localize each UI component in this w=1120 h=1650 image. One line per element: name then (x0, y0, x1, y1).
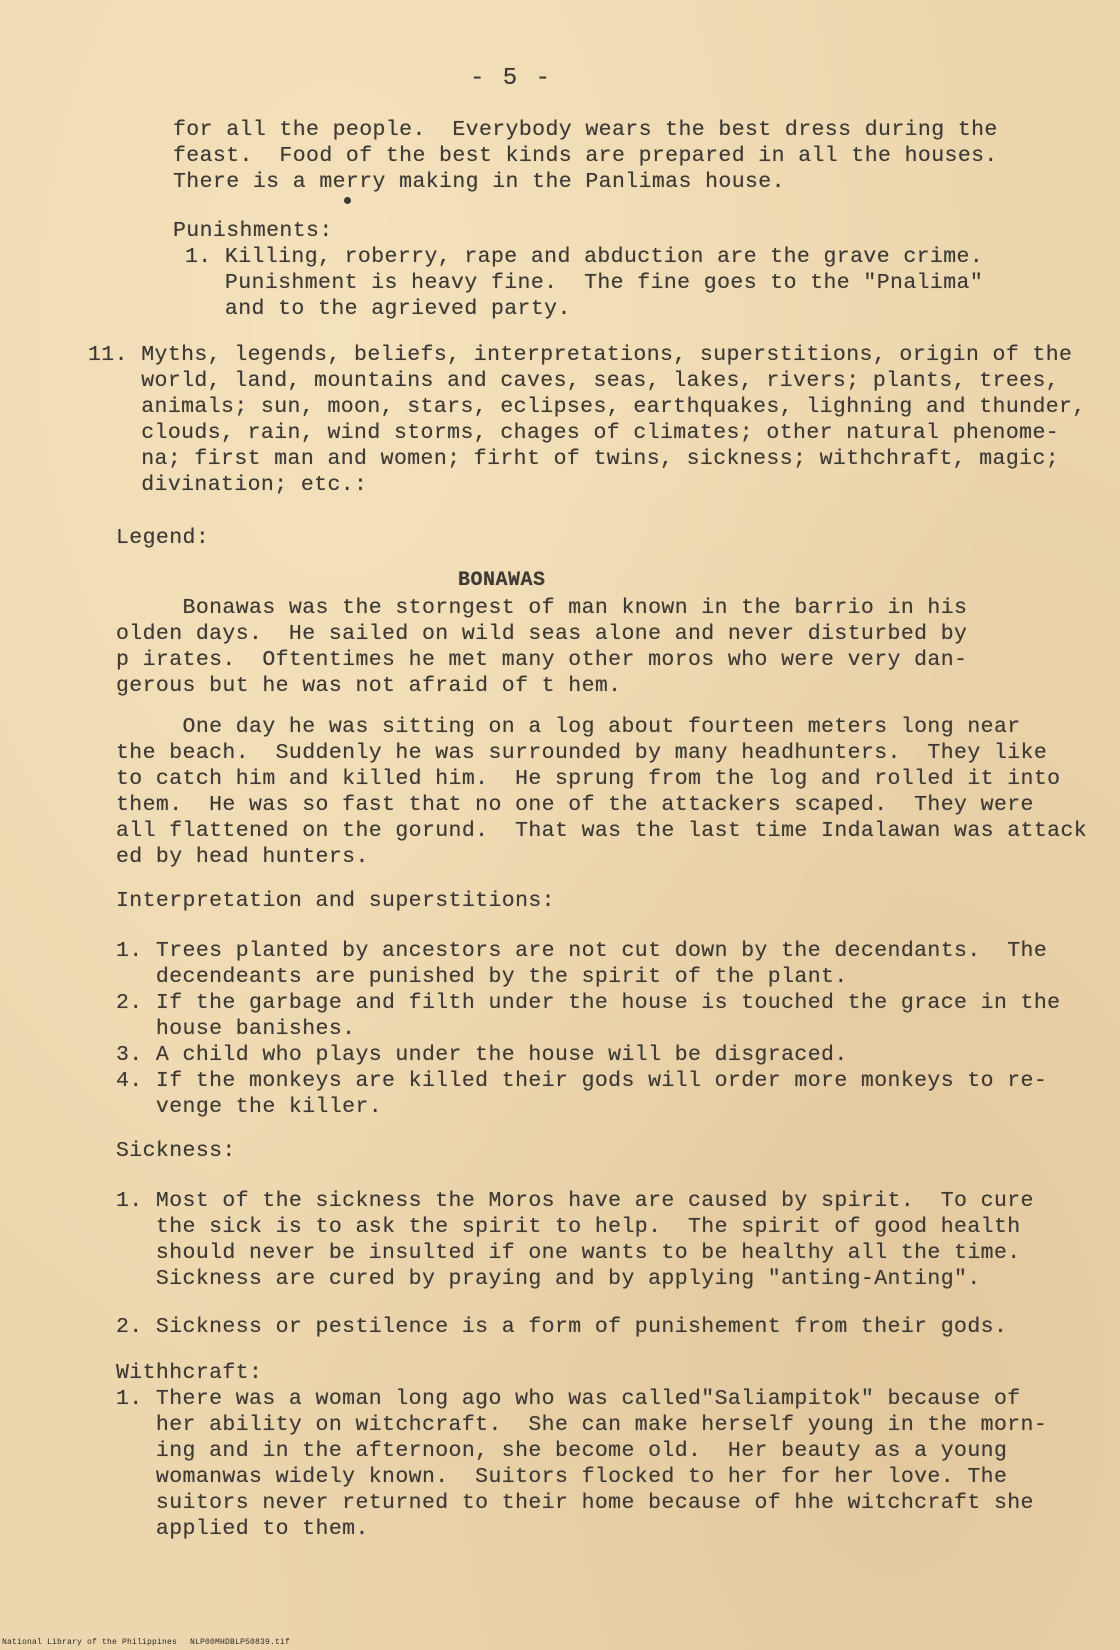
sickness-1-line-1: 1. Most of the sickness the Moros have are caused by spirit. To cure (116, 1189, 1034, 1213)
legend-p2-line-6: ed by head hunters. (116, 845, 369, 869)
punishments-heading: Punishments: (173, 219, 333, 243)
section-11-line-4: clouds, rain, wind storms, chages of climates; other natural phenome- (88, 421, 1060, 445)
witchcraft-line-3: ing and in the afternoon, she become old. Her beauty as a young (116, 1439, 1008, 1463)
sickness-1-line-2: the sick is to ask the spirit to help. The spirit of good health (116, 1215, 1021, 1239)
legend-p2-line-4: them. He was so fast that no one of the attackers scaped. They were (116, 793, 1034, 817)
legend-p2-line-3: to catch him and killed him. He sprung from the log and rolled it into (116, 767, 1061, 791)
punishments-line-3: and to the agrieved party. (185, 297, 571, 321)
footer-file: NLP00MHDBLP50839.tif (190, 1638, 291, 1647)
page-number: - 5 - (470, 65, 553, 92)
sickness-1-line-4: Sickness are cured by praying and by applying "anting-Anting". (116, 1267, 981, 1291)
legend-p2-line-2: the beach. Suddenly he was surrounded by many headhunters. They like (116, 741, 1048, 765)
interpretation-line-4: house banishes. (116, 1017, 356, 1041)
interpretation-line-5: 3. A child who plays under the house will be disgraced. (116, 1043, 848, 1067)
section-11-line-3: animals; sun, moon, stars, eclipses, earthquakes, lighning and thunder, (88, 395, 1086, 419)
legend-p2-line-1: One day he was sitting on a log about fourteen meters long near (116, 715, 1021, 739)
witchcraft-line-6: applied to them. (116, 1517, 369, 1541)
feast-line-3: There is a merry making in the Panlimas house. (173, 170, 785, 194)
punishments-line-2: Punishment is heavy fine. The fine goes to the "Pnalima" (185, 271, 984, 295)
legend-p1-line-1: Bonawas was the storngest of man known in the barrio in his (116, 596, 968, 620)
sickness-heading: Sickness: (116, 1139, 236, 1163)
witchcraft-heading: Withhcraft: (116, 1361, 263, 1385)
legend-p1-line-4: gerous but he was not afraid of t hem. (116, 674, 622, 698)
punishments-line-1: 1. Killing, roberry, rape and abduction are the grave crime. (185, 245, 984, 269)
legend-title: BONAWAS (458, 569, 546, 592)
interpretation-line-1: 1. Trees planted by ancestors are not cut down by the decendants. The (116, 939, 1048, 963)
witchcraft-line-1: 1. There was a woman long ago who was called"Saliampitok" because of (116, 1387, 1021, 1411)
section-11-line-5: na; first man and women; firht of twins, sickness; withchraft, magic; (88, 447, 1060, 471)
ink-spot (344, 197, 351, 204)
section-11-line-1: 11. Myths, legends, beliefs, interpretations, superstitions, origin of the (88, 343, 1073, 367)
section-11-line-6: divination; etc.: (88, 473, 368, 497)
footer-source: National Library of the Philippines (2, 1638, 178, 1647)
interpretation-line-2: decendeants are punished by the spirit of the plant. (116, 965, 848, 989)
interpretation-line-6: 4. If the monkeys are killed their gods will order more monkeys to re- (116, 1069, 1048, 1093)
interpretation-heading: Interpretation and superstitions: (116, 889, 555, 913)
legend-heading: Legend: (116, 526, 210, 550)
sickness-2: 2. Sickness or pestilence is a form of punishement from their gods. (116, 1315, 1008, 1339)
witchcraft-line-5: suitors never returned to their home because of hhe witchcraft she (116, 1491, 1034, 1515)
feast-line-2: feast. Food of the best kinds are prepared in all the houses. (173, 144, 998, 168)
witchcraft-line-4: womanwas widely known. Suitors flocked to her for her love. The (116, 1465, 1008, 1489)
legend-p2-line-5: all flattened on the gorund. That was the last time Indalawan was attack (116, 819, 1088, 843)
witchcraft-line-2: her ability on witchcraft. She can make herself young in the morn- (116, 1413, 1048, 1437)
interpretation-line-3: 2. If the garbage and filth under the house is touched the grace in the (116, 991, 1061, 1015)
sickness-1-line-3: should never be insulted if one wants to be healthy all the time. (116, 1241, 1021, 1265)
legend-p1-line-2: olden days. He sailed on wild seas alone and never disturbed by (116, 622, 968, 646)
feast-line-1: for all the people. Everybody wears the best dress during the (173, 118, 998, 142)
section-11-line-2: world, land, mountains and caves, seas, lakes, rivers; plants, trees, (88, 369, 1060, 393)
interpretation-line-7: venge the killer. (116, 1095, 383, 1119)
legend-p1-line-3: p irates. Oftentimes he met many other moros who were very dan- (116, 648, 968, 672)
